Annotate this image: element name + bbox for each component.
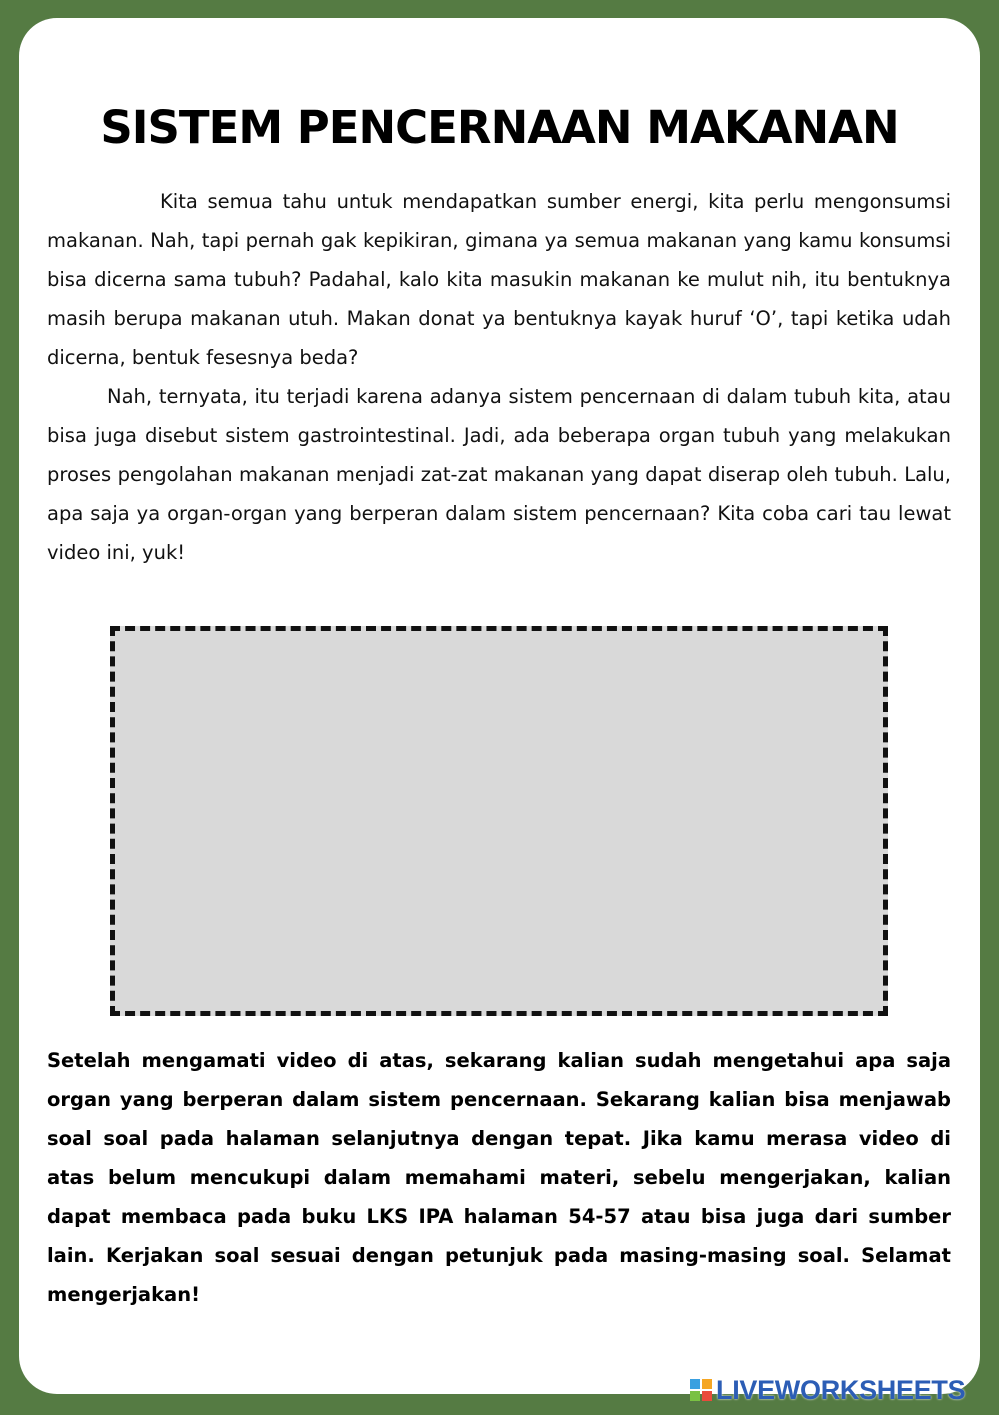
brand-name: LIVEWORKSHEETS <box>716 1374 966 1405</box>
video-embed-placeholder[interactable] <box>110 626 888 1016</box>
intro-paragraph-1: Kita semua tahu untuk mendapatkan sumber energi, kita perlu mengonsumsi makanan. Nah, tapi pernah gak kepikiran, gimana ya semua makanan yang kamu konsumsi bisa dicerna sama tubuh? Padahal, kalo kita masukin makanan ke mulut nih, itu bentuknya masih berupa makanan utuh. Makan donat ya bentuknya kayak huruf ‘O’, tapi ketika udah dicerna, bentuk fesesnya beda? <box>47 190 951 369</box>
intro-paragraph-2: Nah, ternyata, itu terjadi karena adanya sistem pencernaan di dalam tubuh kita, atau bisa juga disebut sistem gastrointestinal. Jadi, ada beberapa organ tubuh yang melakukan proses pengolahan makanan menjadi zat-zat makanan yang dapat diserap oleh tubuh. Lalu, apa saja ya organ-organ yang berperan dalam sistem pencernaan? Kita coba cari tau lewat video ini, yuk! <box>47 385 951 564</box>
liveworksheets-brand[interactable] <box>690 1373 965 1407</box>
liveworksheets-logo-icon <box>690 1379 712 1401</box>
intro-text <box>47 182 951 572</box>
worksheet-title: SISTEM PENCERNAAN MAKANAN <box>100 101 899 154</box>
instructions-paragraph: Setelah mengamati video di atas, sekarang kalian sudah mengetahui apa saja organ yang berperan dalam sistem pencernaan. Sekarang kalian bisa menjawab soal soal pada halaman selanjutnya dengan tepat. Jika kamu merasa video di atas belum mencukupi dalam memahami materi, sebelu mengerjakan, kalian dapat membaca pada buku LKS IPA halaman 54-57 atau bisa juga dari sumber lain. Kerjakan soal sesuai dengan petunjuk pada masing-masing soal. Selamat mengerjakan! <box>47 1049 951 1306</box>
